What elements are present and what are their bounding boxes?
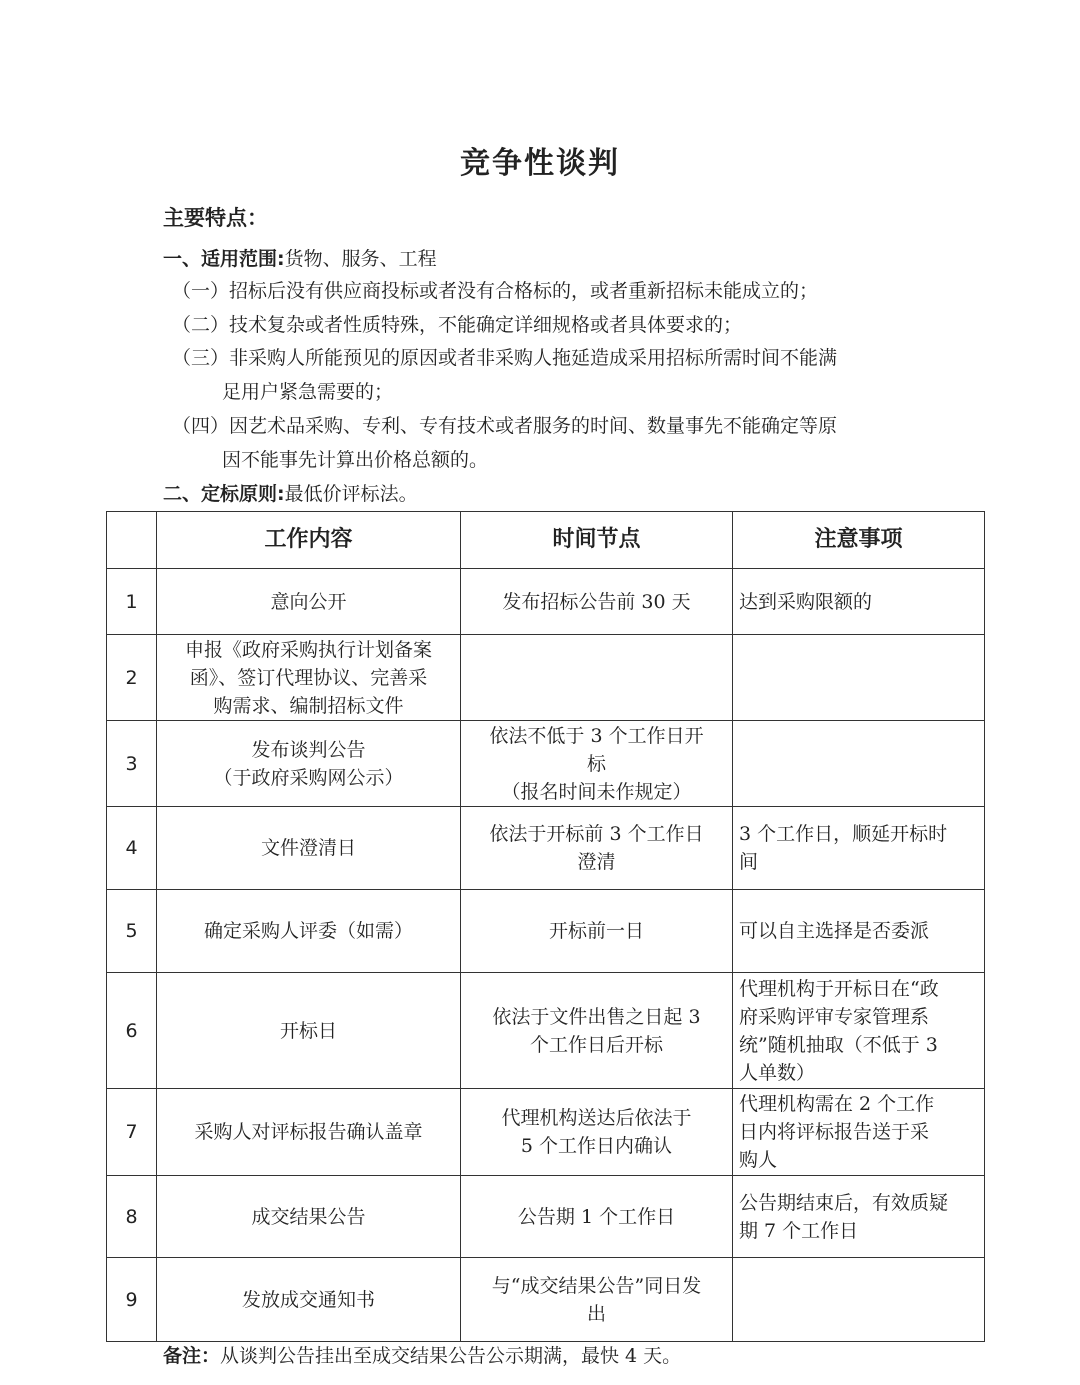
text-line: 文件澄清日: [260, 837, 356, 859]
header-num: [107, 512, 157, 569]
row-note: [733, 721, 985, 807]
text-line: 发放成交通知书: [241, 1288, 375, 1311]
row-time: [461, 807, 733, 890]
row-time: [461, 635, 733, 721]
process-table: [106, 511, 985, 1342]
row-work: [157, 721, 461, 807]
text-line: 与“成交结果公告”同日发: [491, 1274, 702, 1297]
text-line: 可以自主选择是否委派: [739, 920, 930, 942]
table-row: [107, 807, 985, 890]
text-line: 发布招标公告前 30 天: [502, 590, 691, 613]
text-line: 代理机构送达后依法于: [501, 1107, 692, 1129]
scope-item-1-line-1: （一）招标后没有供应商投标或者没有合格标的，或者重新招标未能成立的；: [172, 280, 819, 302]
row-time: [461, 1176, 733, 1258]
text-line: 确定采购人评委（如需）: [203, 920, 413, 942]
text-line: 采购人对评标报告确认盖章: [194, 1121, 423, 1143]
page-title: 竞争性谈判: [460, 146, 620, 181]
row-note: [733, 569, 985, 635]
text-line: 统”随机抽取（不低于 3: [739, 1033, 938, 1056]
scope-label: 一、适用范围:: [163, 248, 285, 270]
row-time: [461, 1258, 733, 1342]
text-line: 标: [586, 752, 606, 775]
row-note: [733, 807, 985, 890]
text-line: 申报《政府采购执行计划备案: [184, 638, 432, 661]
scope-value: 货物、服务、工程: [284, 248, 437, 270]
principle-value: 最低价评标法。: [284, 483, 418, 505]
row-number: 5: [107, 890, 157, 973]
text-line: 购人: [739, 1149, 778, 1171]
header-note: 注意事项: [733, 512, 985, 569]
scope-item-2-line-1: （二）技术复杂或者性质特殊，不能确定详细规格或者具体要求的；: [172, 314, 743, 336]
text-line: 公告期结束后，有效质疑: [739, 1191, 949, 1214]
row-number: 9: [107, 1258, 157, 1342]
text-line: 开标日: [279, 1019, 337, 1042]
row-number: 1: [107, 569, 157, 635]
remark-text: 从谈判公告挂出至成交结果公告公示期满，最快 4 天。: [220, 1345, 682, 1367]
row-note: [733, 1176, 985, 1258]
row-time: [461, 973, 733, 1089]
scope-item-4-line-1: （四）因艺术品采购、专利、专有技术或者服务的时间、数量事先不能确定等原: [172, 415, 838, 437]
row-number: 8: [107, 1176, 157, 1258]
text-line: 成交结果公告: [251, 1205, 366, 1228]
row-work: [157, 1258, 461, 1342]
text-line: 意向公开: [270, 590, 347, 613]
principle-line: [163, 482, 418, 506]
text-line: 间: [739, 851, 759, 873]
text-line: 依法不低于 3 个工作日开: [489, 724, 704, 747]
row-work: [157, 635, 461, 721]
row-time: [461, 569, 733, 635]
text-line: （报名时间未作规定）: [501, 780, 692, 803]
scope-item-3-line-2: 足用户紧急需要的；: [222, 381, 394, 403]
principle-label: 二、定标原则:: [163, 483, 285, 505]
text-line: 个工作日后开标: [529, 1033, 663, 1056]
table-row: [107, 721, 985, 807]
text-line: 府采购评审专家管理系: [739, 1005, 930, 1028]
row-number: 3: [107, 721, 157, 807]
text-line: 开标前一日: [548, 920, 644, 942]
text-line: 达到采购限额的: [739, 590, 873, 613]
remark-label: 备注：: [163, 1345, 221, 1367]
row-work: [157, 973, 461, 1089]
text-line: 澄清: [577, 851, 616, 873]
remark: [163, 1341, 681, 1368]
table-row: [107, 1258, 985, 1342]
text-line: 代理机构需在 2 个工作: [739, 1093, 935, 1115]
text-line: 代理机构于开标日在“政: [739, 977, 939, 1000]
text-line: 公告期 1 个工作日: [517, 1205, 676, 1228]
text-line: 发布谈判公告: [251, 738, 366, 761]
text-line: （于政府采购网公示）: [213, 766, 404, 789]
text-line: 依法于开标前 3 个工作日: [489, 823, 704, 845]
scope-item-3-line-1: （三）非采购人所能预见的原因或者非采购人拖延造成采用招标所需时间不能满: [172, 347, 838, 369]
row-work: [157, 569, 461, 635]
text-line: 3 个工作日，顺延开标时: [739, 823, 948, 845]
text-line: 购需求、编制招标文件: [213, 694, 404, 717]
table-row: [107, 635, 985, 721]
text-line: 依法于文件出售之日起 3: [492, 1005, 701, 1028]
row-work: [157, 807, 461, 890]
scope-item-4-line-2: 因不能事先计算出价格总额的。: [222, 449, 489, 471]
table-row: [107, 1089, 985, 1176]
row-work: [157, 1089, 461, 1176]
row-work: [157, 890, 461, 973]
table-row: [107, 973, 985, 1089]
table-row: [107, 1176, 985, 1258]
row-note: [733, 1089, 985, 1176]
text-line: 日内将评标报告送于采: [739, 1121, 930, 1143]
row-note: [733, 973, 985, 1089]
row-time: [461, 721, 733, 807]
row-number: 2: [107, 635, 157, 721]
table-row: [107, 890, 985, 973]
text-line: 出: [586, 1302, 606, 1325]
row-work: [157, 1176, 461, 1258]
row-note: [733, 635, 985, 721]
table-header-row: [107, 512, 985, 569]
row-number: 7: [107, 1089, 157, 1176]
table-row: [107, 569, 985, 635]
text-line: 期 7 个工作日: [739, 1219, 859, 1242]
row-time: [461, 1089, 733, 1176]
row-note: [733, 1258, 985, 1342]
text-line: 人单数）: [739, 1061, 816, 1084]
header-work: 工作内容: [157, 512, 461, 569]
row-number: 6: [107, 973, 157, 1089]
row-time: [461, 890, 733, 973]
text-line: 5 个工作日内确认: [520, 1135, 673, 1157]
features-heading: 主要特点：: [163, 206, 268, 230]
row-note: [733, 890, 985, 973]
row-number: 4: [107, 807, 157, 890]
header-time: 时间节点: [461, 512, 733, 569]
text-line: 函》、签订代理协议、完善采: [189, 666, 428, 689]
scope-line: [163, 247, 437, 271]
